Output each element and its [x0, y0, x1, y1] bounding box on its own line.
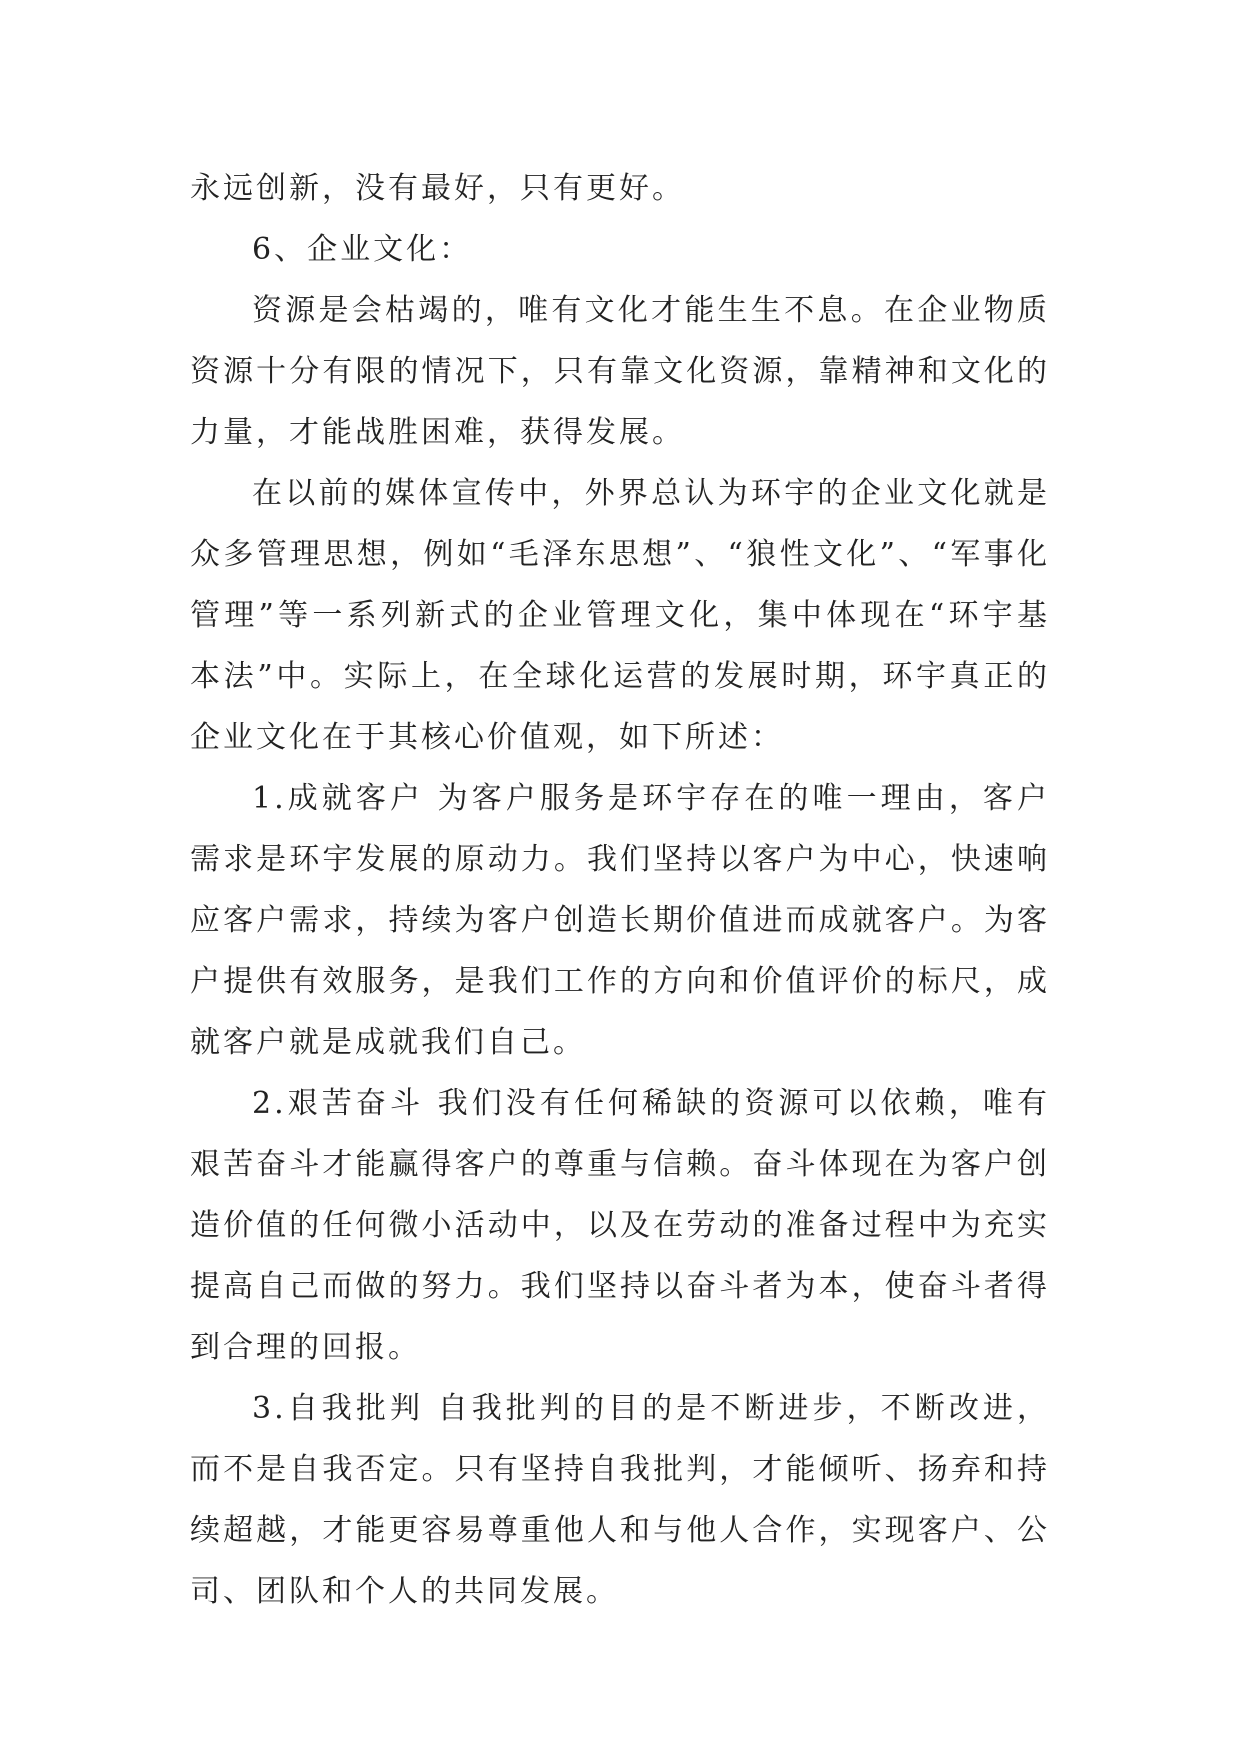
document-body [190, 158, 1050, 1622]
paragraph-value-customer: 1.成就客户 为客户服务是环宇存在的唯一理由，客户需求是环宇发展的原动力。我们坚持以客户为中心，快速响应客户需求，持续为客户创造长期价值进而成就客户。为客户提供有效服务，是我们工作的方向和价值评价的标尺，成就客户就是成就我们自己。 [190, 781, 1050, 1060]
paragraph-value-self-criticism: 3.自我批判 自我批判的目的是不断进步，不断改进，而不是自我否定。只有坚持自我批判，才能倾听、扬弃和持续超越，才能更容易尊重他人和与他人合作，实现客户、公司、团队和个人的共同发展。 [190, 1391, 1050, 1609]
paragraph-media: 在以前的媒体宣传中，外界总认为环宇的企业文化就是众多管理思想，例如“毛泽东思想”、“狼性文化”、“军事化管理”等一系列新式的企业管理文化，集中体现在“环宇基本法”中。实际上，在全球化运营的发展时期，环宇真正的企业文化在于其核心价值观，如下所述： [190, 476, 1050, 755]
paragraph-resources: 资源是会枯竭的，唯有文化才能生生不息。在企业物质资源十分有限的情况下，只有靠文化资源，靠精神和文化的力量，才能战胜困难，获得发展。 [190, 293, 1050, 450]
paragraph-value-hard-work: 2.艰苦奋斗 我们没有任何稀缺的资源可以依赖，唯有艰苦奋斗才能赢得客户的尊重与信赖。奋斗体现在为客户创造价值的任何微小活动中，以及在劳动的准备过程中为充实提高自己而做的努力。我们坚持以奋斗者为本，使奋斗者得到合理的回报。 [190, 1086, 1050, 1365]
section-heading-corporate-culture: 6、企业文化： [252, 232, 473, 267]
paragraph-innovation: 永远创新，没有最好，只有更好。 [190, 171, 685, 206]
